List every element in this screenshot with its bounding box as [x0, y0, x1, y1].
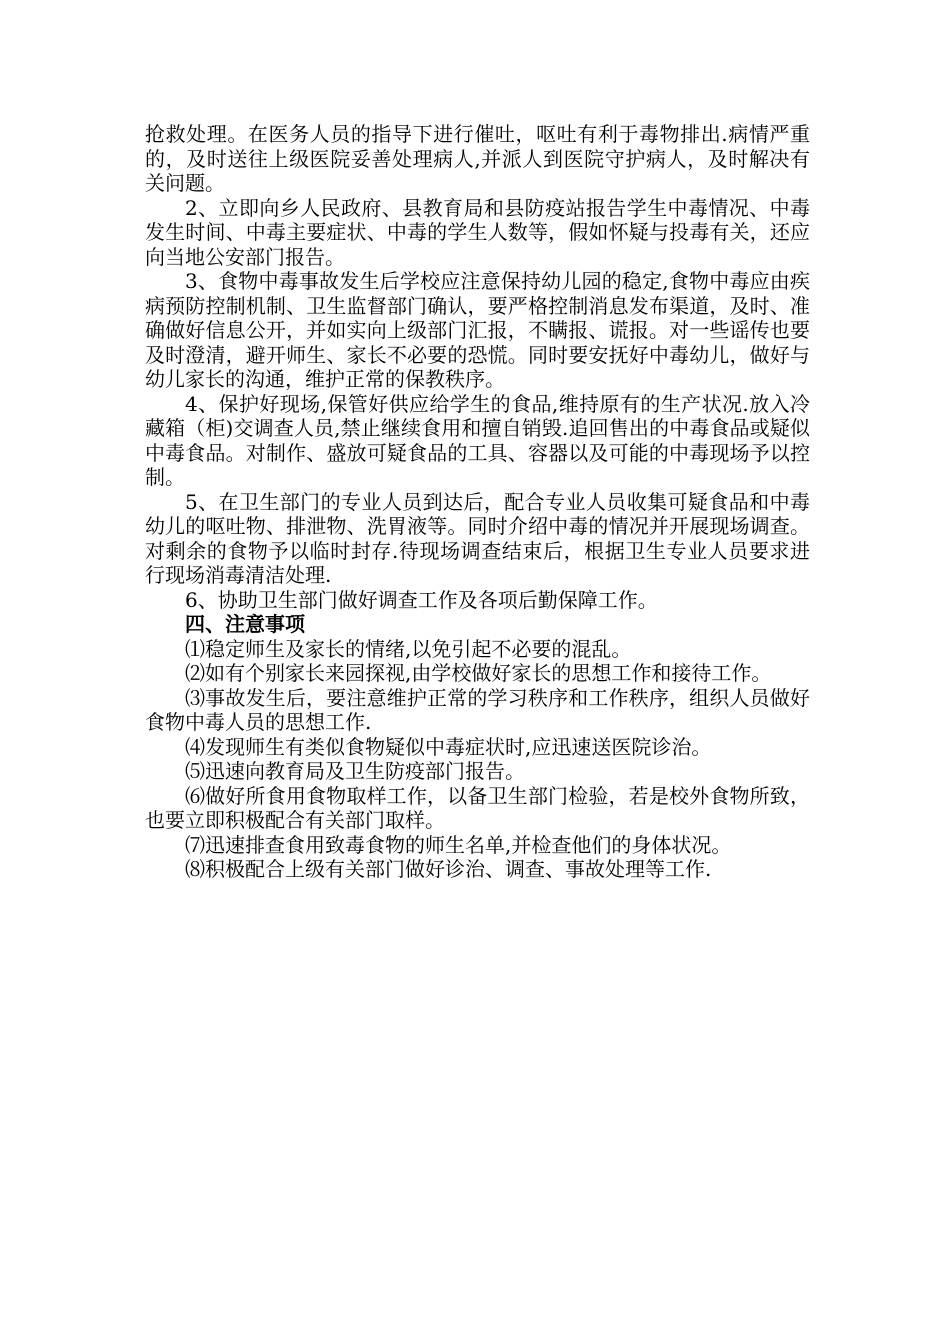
note-item-7: ⑺迅速排查食用致毒食物的师生名单,并检查他们的身体状况。	[185, 832, 732, 857]
note-item-1: ⑴稳定师生及家长的情绪,以免引起不必要的混乱。	[185, 636, 632, 661]
note-item-2: ⑵如有个别家长来园探视,由学校做好家长的思想工作和接待工作。	[185, 661, 772, 685]
document-page	[145, 122, 810, 882]
note-item-4: ⑷发现师生有类似食物疑似中毒症状时,应迅速送医院诊治。	[185, 734, 712, 759]
paragraph-step-4: 4、保护好现场,保管好供应给学生的食品,维持原有的生产状况.放入冷藏箱（柜)交调查人员,禁止继续食用和擅自销毁.追回售出的中毒食品或疑似中毒食品。对制作、盛放可疑食品的工具、容器以及可能的中毒现场予以控制。	[145, 391, 810, 489]
note-item-6: ⑹做好所食用食物取样工作，以备卫生部门检验，若是校外食物所致，也要立即积极配合有关部门取样。	[145, 783, 810, 832]
note-item-8: ⑻积极配合上级有关部门做好诊治、调查、事故处理等工作.	[185, 857, 712, 881]
paragraph-step-2: 2、立即向乡人民政府、县教育局和县防疫站报告学生中毒情况、中毒发生时间、中毒主要症状、中毒的学生人数等，假如怀疑与投毒有关，还应向当地公安部门报告。	[145, 195, 810, 269]
paragraph-step-6: 6、协助卫生部门做好调查工作及各项后勤保障工作。	[185, 587, 658, 612]
paragraph-step-5: 5、在卫生部门的专业人员到达后，配合专业人员收集可疑食品和中毒幼儿的呕吐物、排泄物、洗胃液等。同时介绍中毒的情况并开展现场调查。对剩余的食物予以临时封存.待现场调查结束后，根据卫生专业人员要求进行现场消毒清洁处理.	[145, 489, 810, 587]
note-item-5: ⑸迅速向教育局及卫生防疫部门报告。	[185, 759, 525, 783]
paragraph-continuation: 抢救处理。在医务人员的指导下进行催吐，呕吐有利于毒物排出.病情严重的，及时送往上级医院妥善处理病人,并派人到医院守护病人，及时解决有关问题。	[145, 122, 810, 195]
paragraph-step-3: 3、食物中毒事故发生后学校应注意保持幼儿园的稳定,食物中毒应由疾病预防控制机制、卫生监督部门确认，要严格控制消息发布渠道，及时、准确做好信息公开，并如实向上级部门汇报，不瞒报、谎报。对一些谣传也要及时澄清，避开师生、家长不必要的恐慌。同时要安抚好中毒幼儿，做好与幼儿家长的沟通，维护正常的保教秩序。	[145, 269, 810, 391]
section-heading: 四、注意事项	[185, 612, 305, 636]
note-item-3: ⑶事故发生后，要注意维护正常的学习秩序和工作秩序，组织人员做好食物中毒人员的思想工作.	[145, 685, 810, 734]
